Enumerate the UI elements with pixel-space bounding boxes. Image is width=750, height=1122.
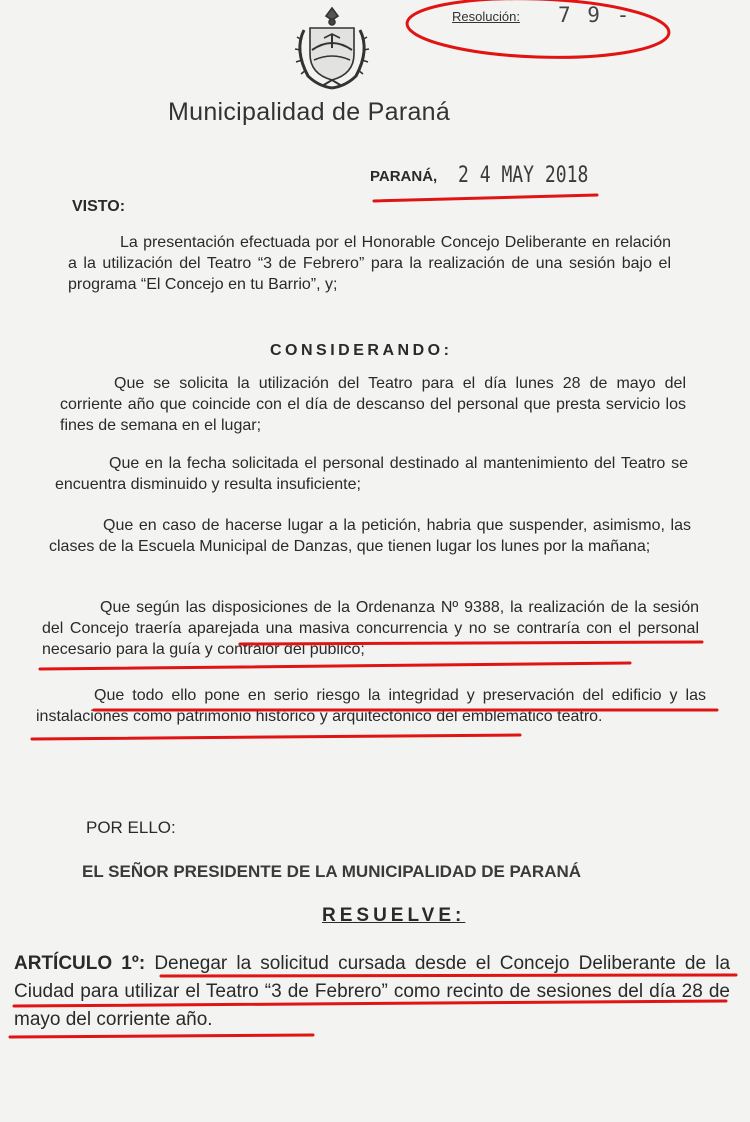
resolution-label: Resolución:: [452, 9, 520, 24]
considerando-paragraph: Que en la fecha solicitada el personal destinado al mantenimiento del Teatro se encuentra disminuido y resulta insuficiente;: [55, 455, 688, 493]
underline-mark: [10, 1035, 313, 1037]
article-1: [14, 950, 730, 1034]
underline-mark: [40, 663, 630, 669]
municipality-title: Municipalidad de Paraná: [168, 98, 451, 126]
place-label: PARANÁ,: [370, 168, 438, 185]
article-1-text: Denegar la solicitud cursada desde el Concejo Deliberante de la Ciudad para utilizar el Teatro “3 de Febrero” como recinto de sesiones del día 28 de mayo del corriente año.: [14, 953, 731, 1030]
considerando-paragraph: Que se solicita la utilización del Teatro para el día lunes 28 de mayo del corriente año que coincide con el día de descanso del personal que presta servicio los fines de semana en el lugar;: [60, 375, 686, 434]
date-stamp: 2 4 MAY 2018: [458, 163, 589, 188]
article-1-label: ARTÍCULO 1º:: [14, 953, 146, 974]
por-ello-label: POR ELLO:: [86, 818, 176, 837]
date-underline-mark: [374, 195, 597, 201]
considerando-paragraph: Que en caso de hacerse lugar a la petición, habria que suspender, asimismo, las clases de la Escuela Municipal de Danzas, que tienen lugar los lunes por la mañana;: [49, 517, 691, 555]
considerando-paragraph: Que según las disposiciones de la Ordenanza Nº 9388, la realización de la sesión del Concejo traería aparejada una masiva concurrencia y no se contraría con el personal necesario para la guía y contralor del público;: [42, 599, 699, 658]
visto-paragraph: La presentación efectuada por el Honorable Concejo Deliberante en relación a la utilización del Teatro “3 de Febrero” para la realización de una sesión bajo el programa “El Concejo en tu Barrio”, y;: [68, 234, 671, 293]
president-heading: EL SEÑOR PRESIDENTE DE LA MUNICIPALIDAD DE PARANÁ: [82, 862, 582, 881]
considerando-heading: CONSIDERANDO:: [270, 342, 453, 359]
resolution-number: 7 9 -: [558, 3, 632, 27]
considerando-paragraph: Que todo ello pone en serio riesgo la integridad y preservación del edificio y las instalaciones como patrimonio histórico y arquitectónico del emblemático teatro.: [36, 687, 706, 725]
coat-of-arms-icon: [288, 4, 376, 90]
underline-mark: [32, 735, 520, 739]
resuelve-heading: RESUELVE:: [322, 905, 466, 926]
visto-heading: VISTO:: [72, 198, 126, 215]
